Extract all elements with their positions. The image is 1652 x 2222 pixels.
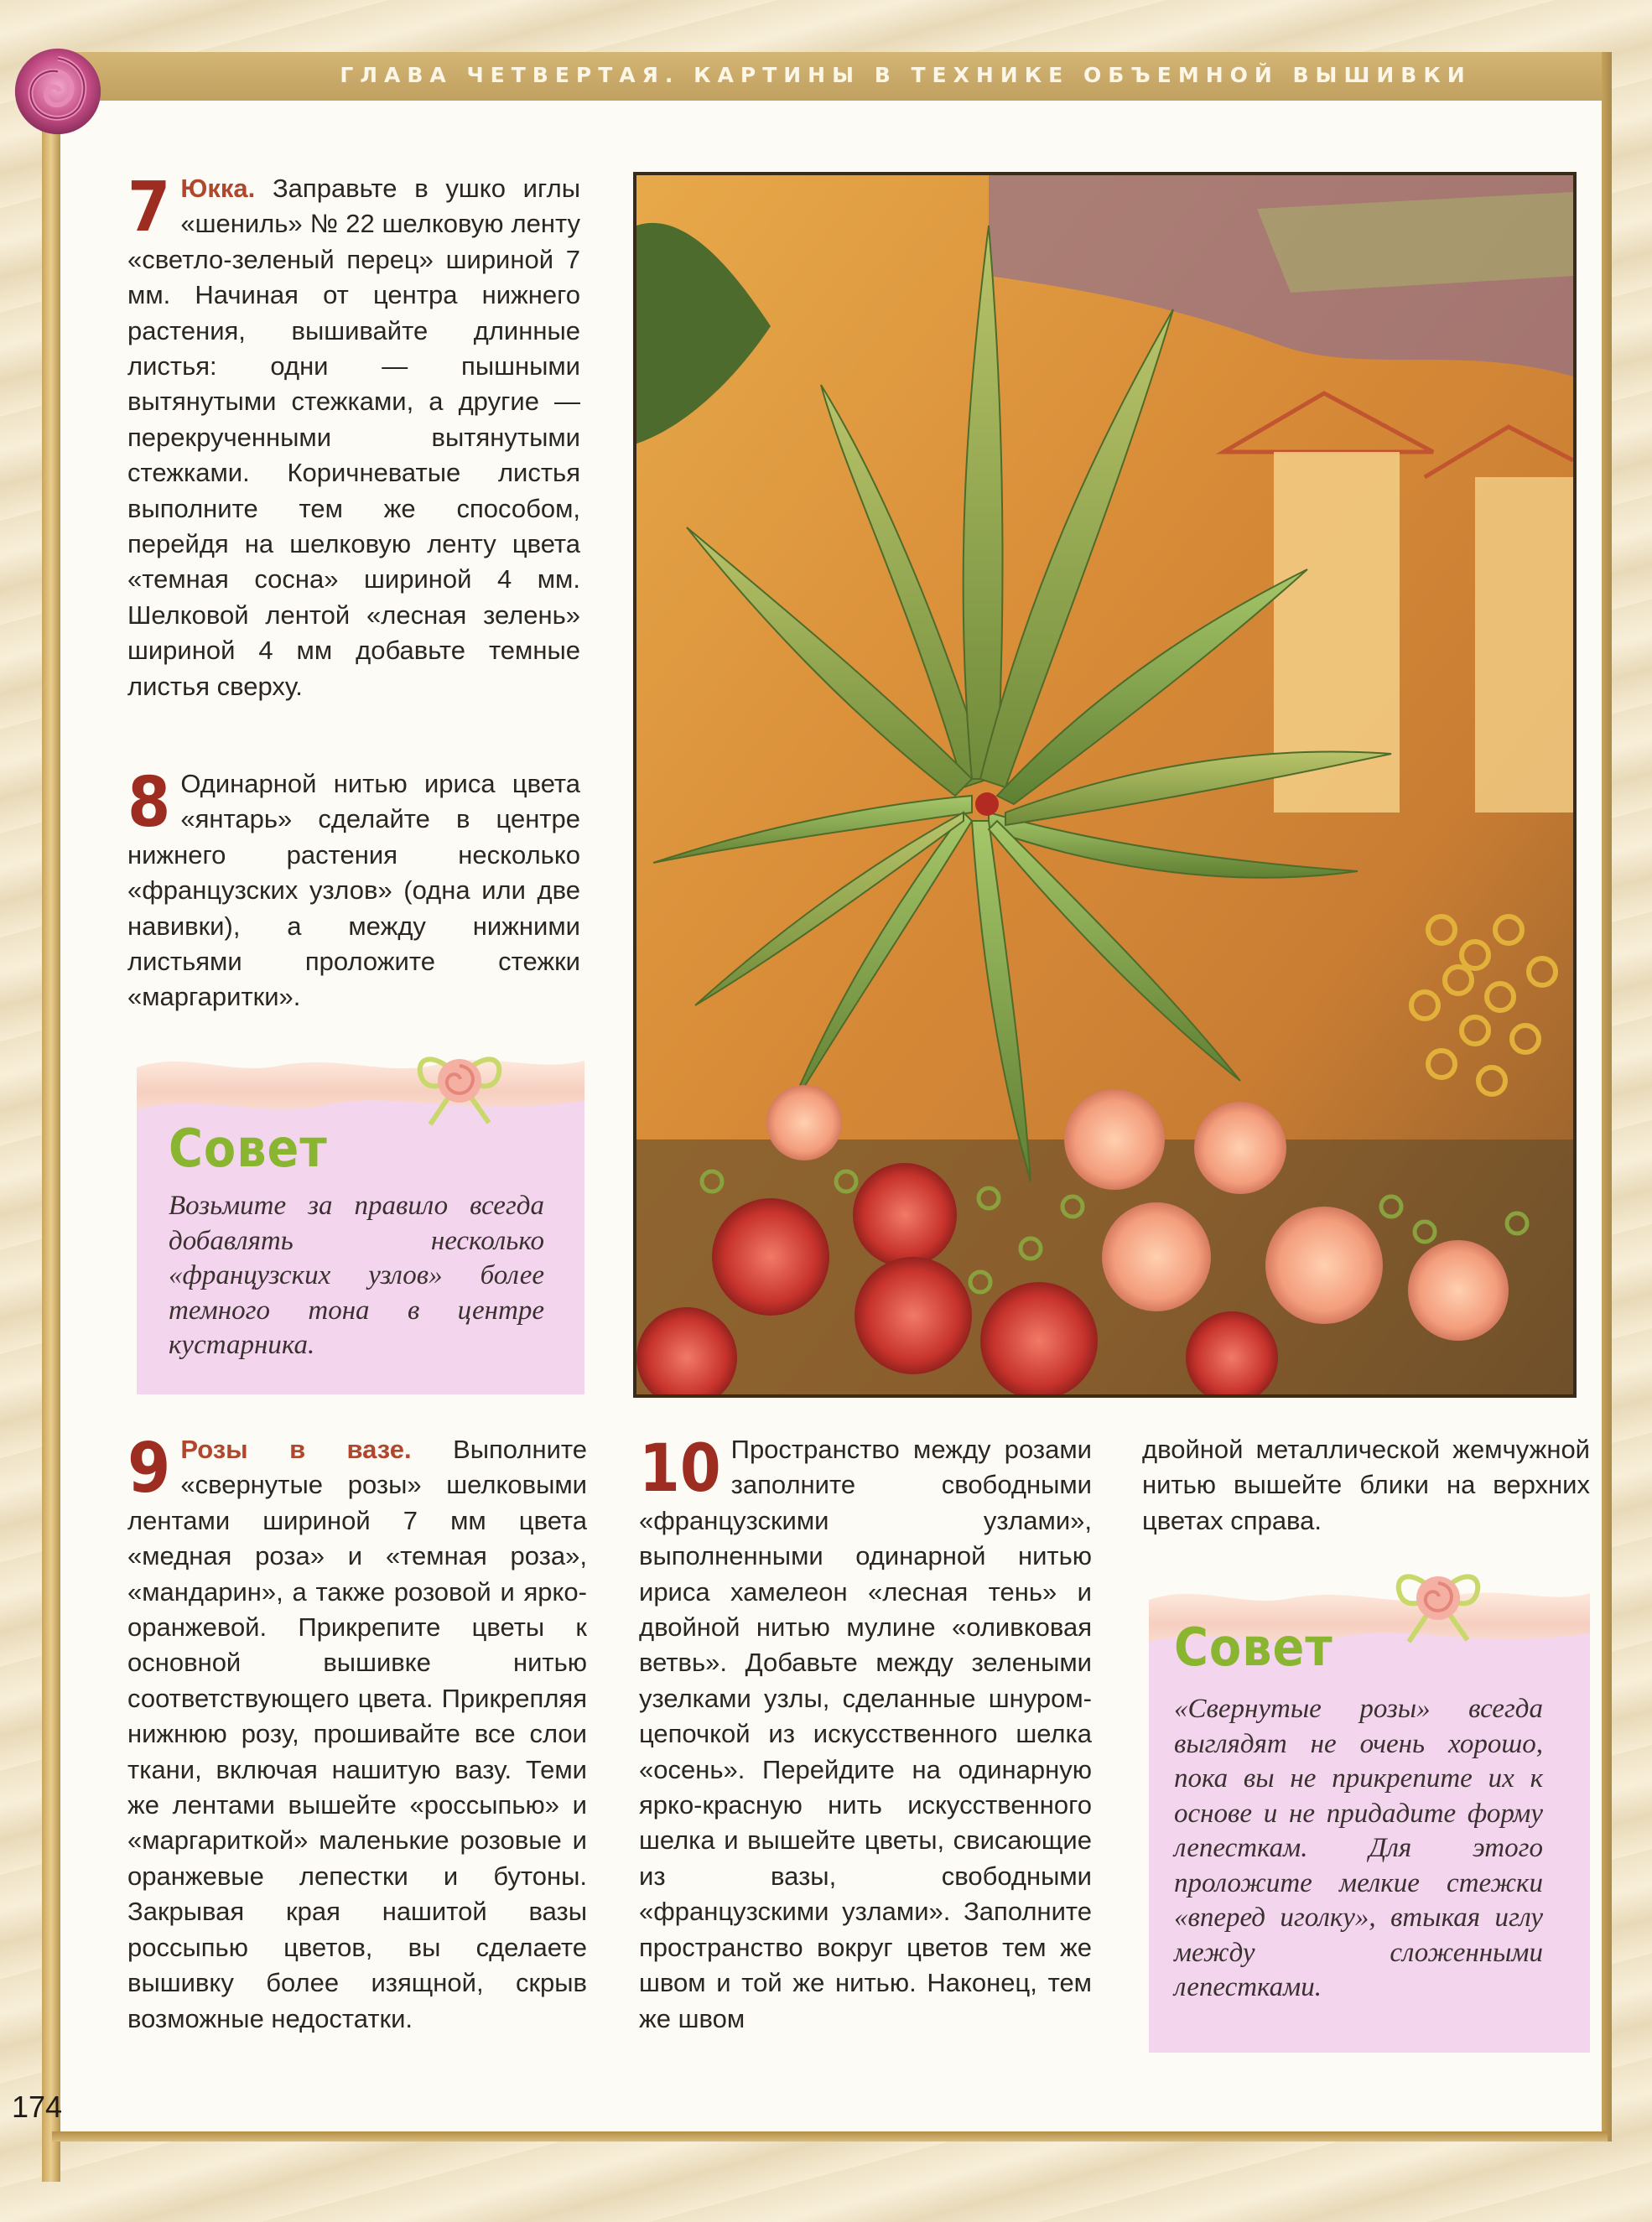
step-10-continuation <box>1142 1432 1590 1539</box>
tip-text: Возьмите за правило всегда добавлять несколько «французских узлов» более темного тона в центре кустарника. <box>169 1191 544 1360</box>
page-number: 174 <box>12 2090 63 2124</box>
rose-bow-icon <box>1375 1550 1501 1650</box>
frame-left-border <box>42 52 60 2182</box>
frame-bottom-border <box>52 2131 1608 2142</box>
tip-text: «Свернутые розы» всегда выглядят не очень хорошо, пока вы не прикрепите их к основе и не придадите форму лепесткам. Для этого проложите мелкие стежки «вперед иголку», втыкая иглу между сложенными лепестками. <box>1174 1694 1543 2002</box>
tip-title: Совет <box>1174 1617 1333 1678</box>
chapter-title: ГЛАВА ЧЕТВЕРТАЯ. КАРТИНЫ В ТЕХНИКЕ ОБЪЕМНОЙ ВЫШИВКИ <box>340 63 1472 87</box>
step-9 <box>127 1429 587 2037</box>
tip-box <box>1149 1608 1590 2053</box>
step-body: Одинарной нитью ириса цвета «янтарь» сделайте в центре нижнего растения несколько «французских узлов» (одна или две навивки), а между нижними листьями проложите стежки «маргаритки». <box>127 769 580 1012</box>
step-number: 9 <box>127 1429 171 1508</box>
step-number: 8 <box>127 763 171 843</box>
step-body: Заправьте в ушко иглы «шениль» № 22 шелковую ленту «светло-зеленый перец» шириной 7 мм. Начиная от центра нижнего растения, вышивайте длинные листья: одни — пышными вытянутыми стежками, а другие — перекрученными вытянутыми стежками. Коричневатые листья выполните тем же способом, перейдя на шелковую ленту цвета «темная сосна» шириной 4 мм. Шелковой лентой «лесная зелень» шириной 4 мм добавьте темные листья сверху. <box>127 174 580 701</box>
frame-right-border <box>1602 52 1612 2142</box>
step-body: Пространство между розами заполните свободными «французскими узлами», выполненными одинарной нитью ириса хамелеон «лесная тень» и двойной нитью мулине «оливковая ветвь». Добавьте между зелеными узелками узлы, сделанные шнуром-цепочкой из искусственного шелка «осень». Перейдите на одинарную ярко-красную нить искусственного шелка и вышейте цветы, свисающие из вазы, свободными «французскими узлами». Заполните пространство вокруг цветов тем же швом и той же нитью. Наконец, тем же швом <box>639 1435 1092 2033</box>
step-number: 7 <box>127 168 171 247</box>
step-body: двойной металлической жемчужной нитью вышейте блики на верхних цветах справа. <box>1142 1435 1590 1535</box>
step-body: Выполните «свернутые розы» шелковыми лентами шириной 7 мм цвета «медная роза» и «темная роза», «мандарин», а также розовой и ярко-оранжевой. Прикрепите цветы к основной вышивке нитью соответствующего цвета. Прикрепляя нижнюю розу, прошивайте все слои ткани, включая нашитую вазу. Теми же лентами вышейте «россыпью» и «маргариткой» маленькие розовые и оранжевые лепестки и бутоны. Закрывая края нашитой вазы россыпью цветов, вы сделаете вышивку более изящной, скрыв возможные недостатки. <box>127 1435 587 2033</box>
step-7 <box>127 168 580 704</box>
step-number: 10 <box>639 1431 721 1507</box>
yucca-embroidery-image <box>636 175 1573 1394</box>
embroidery-photo <box>633 172 1577 1398</box>
tip-box <box>137 1076 584 1394</box>
step-8 <box>127 763 580 1015</box>
step-heading: Юкка. <box>180 174 256 203</box>
tip-title: Совет <box>169 1118 328 1179</box>
ribbon-rose-icon <box>8 42 107 141</box>
step-heading: Розы в вазе. <box>180 1435 412 1464</box>
step-10 <box>639 1432 1092 2037</box>
rose-bow-icon <box>397 1032 522 1133</box>
